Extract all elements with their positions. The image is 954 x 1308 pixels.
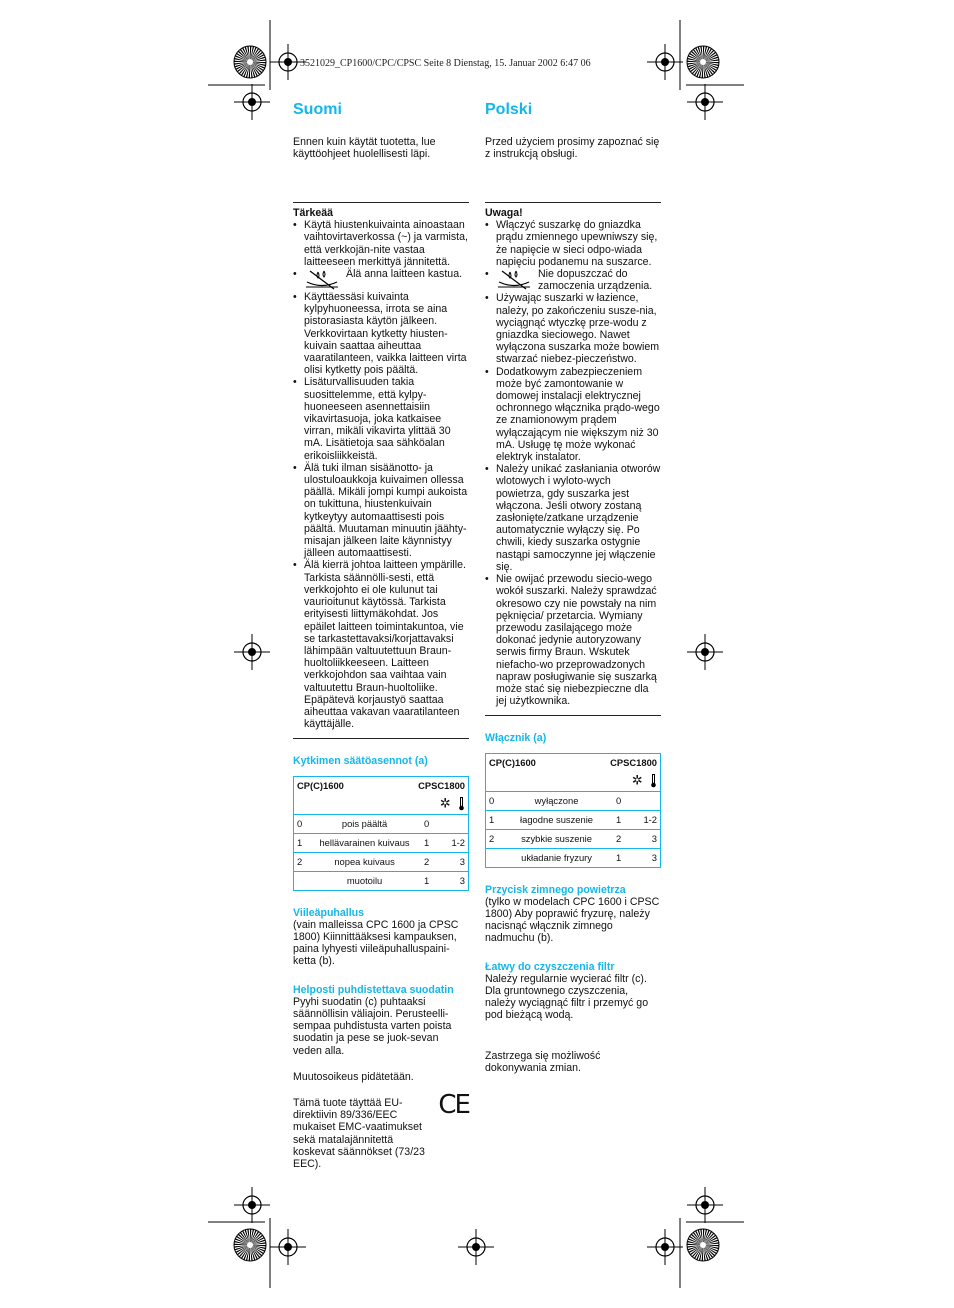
table-row: 2 szybkie suszenie 2 3 (486, 829, 661, 848)
filter-heading: Helposti puhdistettava suodatin (293, 983, 454, 996)
intro-text: Ennen kuin käytät tuotetta, lue käyttöohjeet huolellisesti läpi. (293, 136, 436, 161)
table-row: 0 wyłączone 0 (486, 791, 661, 810)
safety-list (485, 219, 661, 707)
table-header-right: CPSC1800 (418, 779, 465, 791)
section-title-polski: Polski (485, 101, 533, 118)
registration-cross-icon (234, 84, 270, 120)
registration-cross-icon (687, 84, 723, 120)
no-water-icon (496, 269, 532, 291)
divider (485, 715, 661, 716)
switch-table (485, 753, 661, 868)
filter-text: Należy regularnie wycierać filtr (c). Dla gruntownego czyszczenia, należy wyciągnąć filtr i przemyć go pod bieżącą wodą. (485, 972, 649, 1022)
registration-cross-icon (647, 1229, 683, 1265)
list-item: • Używając suszarki w łazience, należy, po zakończeniu susze-nia, wyciągnąć wtyczkę prze-wodu z gniazdka sieciowego. Nawet wyłączona suszarka może bowiem stwarzać niebez-pieczeństwo. (485, 292, 661, 365)
thermometer-icon (650, 774, 657, 788)
table-row: 2 nopea kuivaus 2 3 (294, 852, 469, 871)
sunburst-mark-icon (234, 1229, 266, 1261)
switch-table (293, 776, 469, 891)
table-row: układanie fryzury 1 3 (486, 848, 661, 867)
safety-list (293, 219, 469, 730)
intro-text: Przed użyciem prosimy zapoznać się z instrukcją obsługi. (485, 136, 660, 161)
registration-cross-icon (234, 1187, 270, 1223)
important-heading: Uwaga! (485, 207, 523, 219)
registration-cross-icon (687, 1187, 723, 1223)
list-item: • Käyttäessäsi kuivainta kylpyhuoneessa, irrota se aina pistorasiasta käytön jälkeen. Verkkovirtaan kytketty hiusten-kuivain saattaa aiheuttaa vaaratilanteen, vaikka laitteen virta olisi kytketty pois päältä. (293, 291, 469, 376)
filter-heading: Łatwy do czyszczenia filtr (485, 960, 615, 973)
list-item: • Dodatkowym zabezpieczeniem może być zamontowanie w domowej instalacji elektrycznej ochronnego włącznika prądo-wego ze znamionowym prądem wyłączającym nie większym niż 30 mA. Usługę tę może wykonać elektryk instalator. (485, 366, 661, 464)
print-header: 3521029_CP1600/CPC/CPSC Seite 8 Dienstag, 15. Januar 2002 6:47 06 (300, 58, 591, 69)
list-item: • Należy unikać zasłaniania otworów wlotowych i wyloto-wych powietrza, gdy suszarka jest włączona. Jeśli otwory zostaną zasłonięte/zatkane urządzenie automatycznie wyłączy się. Po chwili, kiedy suszarka ostygnie nastąpi samoczynne jej włączenie się. (485, 463, 661, 573)
table-row: 0 pois päältä 0 (294, 814, 469, 833)
no-water-icon (304, 269, 340, 291)
registration-cross-icon (270, 1229, 306, 1265)
list-item: • Lisäturvallisuuden takia suosittelemme, että kylpy-huoneeseen asennettaisiin vikavirtasuoja, joka katkaisee virran, mikäli vikavirta ylittää 30 mA. Lisätietoja saa sähköalan erikoisliikkeistä. (293, 376, 469, 461)
registration-cross-icon (234, 634, 270, 670)
table-row: 1 hellävarainen kuivaus 1 1-2 (294, 833, 469, 852)
changes-note: Zastrzega się możliwość dokonywania zmian. (485, 1049, 601, 1074)
cool-shot-text: (vain malleissa CPC 1600 ja CPSC 1800) Kiinnittääksesi kampauksen, paina lyhyesti viileäpuhalluspaini-ketta (b). (293, 918, 459, 968)
section-title-suomi: Suomi (293, 101, 342, 118)
important-heading: Tärkeää (293, 207, 334, 219)
registration-cross-icon (687, 634, 723, 670)
list-item: • Älä tuki ilman sisäänotto- ja ulostuloaukkoja kuivaimen ollessa päällä. Mikäli jompi kumpi aukoista on tukittuna, hiustenkuivain kytkeytyy automaattisesti pois päältä. Muutaman minuutin jäähty-misajan jälkeen laite käynnistyy jälleen automaattisesti. (293, 462, 469, 560)
registration-cross-icon (458, 1229, 494, 1265)
list-item: • Włączyć suszarkę do gniazdka prądu zmiennego upewniwszy się, że napięcie w sieci odpo-wiada napięciu podanemu na suszarce. (485, 219, 661, 268)
fan-icon: ✲ (439, 794, 451, 810)
changes-note: Muutosoikeus pidätetään. (293, 1070, 414, 1083)
table-header-left: CP(C)1600 (489, 756, 536, 768)
list-item (485, 268, 661, 292)
switch-heading: Kytkimen säätöasennot (a) (293, 755, 428, 768)
table-row: 1 łagodne suszenie 1 1-2 (486, 810, 661, 829)
no-wet-warning: • Älä anna laitteen kastua. (346, 268, 463, 281)
list-item: • Nie owijać przewodu siecio-wego wokół suszarki. Należy sprawdzać okresowo czy nie powstały na nim pęknięcia/ przetarcia. Wymiany przewodu zasilającego może dokonać jedynie autoryzowany serwis firmy Braun. Wskutek niefacho-wo przeprowadzonych napraw posługiwanie się suszarką może stać się niebezpieczne dla jej użytkownika. (485, 573, 661, 707)
divider (293, 202, 469, 203)
list-item: • Käytä hiustenkuivainta ainoastaan vaihtovirtaverkossa (~) ja varmista, että verkkojän-nite vastaa laitteeseen merkittyä jännitettä. (293, 219, 469, 268)
list-item (293, 268, 469, 291)
column-polski (485, 100, 661, 1074)
cool-shot-heading: Viileäpuhallus (293, 906, 365, 919)
list-item: • Älä kierrä johtoa laitteen ympärille. Tarkista säännölli-sesti, että verkkojohto ei ole kulunut tai vaurioitunut käytössä. Tarkista erityisesti liittymäkohdat. Jos epäilet laitteen toimintakuntoa, vie se tarkastettavaksi/korjattavaksi lähimpään valtuutettuun Braun-huoltoliikkeeseen. Laitteen verkkojohdon saa vaihtaa vain valtuutettu Braun-huoltoliike. Epäpätevä korjaustyö saattaa aiheuttaa vakavan vaaratilanteen käyttäjälle. (293, 559, 469, 730)
filter-text: Pyyhi suodatin (c) puhtaaksi säännöllisin väliajoin. Perusteelli-sempaa puhdistusta varten poista suodatin ja pese se juok-sevan veden alla. (293, 995, 452, 1057)
divider (293, 738, 469, 739)
sunburst-mark-icon (687, 1229, 719, 1261)
table-header-right: CPSC1800 (610, 756, 657, 768)
fan-icon: ✲ (631, 771, 643, 787)
table-header-left: CP(C)1600 (297, 779, 344, 791)
cool-shot-text: (tylko w modelach CPC 1600 i CPSC 1800) Aby poprawić fryzurę, należy nacisnąć włącznik zimnego nadmuchu (b). (485, 895, 660, 945)
sunburst-mark-icon (234, 46, 266, 78)
cool-shot-heading: Przycisk zimnego powietrza (485, 883, 626, 896)
sunburst-mark-icon (687, 46, 719, 78)
table-row: muotoilu 1 3 (294, 871, 469, 890)
eu-compliance-text: Tämä tuote täyttää EU-direktiivin 89/336/EEC mukaiset EMC-vaatimukset sekä matalajännitettä koskevat säännökset (73/23 EEC). (293, 1096, 425, 1170)
divider (485, 202, 661, 203)
switch-heading: Włącznik (a) (485, 732, 547, 745)
no-wet-warning: • Nie dopuszczać do zamoczenia urządzenia. (538, 268, 653, 293)
thermometer-icon (458, 797, 465, 811)
column-suomi (293, 100, 469, 1170)
ce-mark-icon: CE (438, 1089, 469, 1120)
registration-cross-icon (647, 44, 683, 80)
